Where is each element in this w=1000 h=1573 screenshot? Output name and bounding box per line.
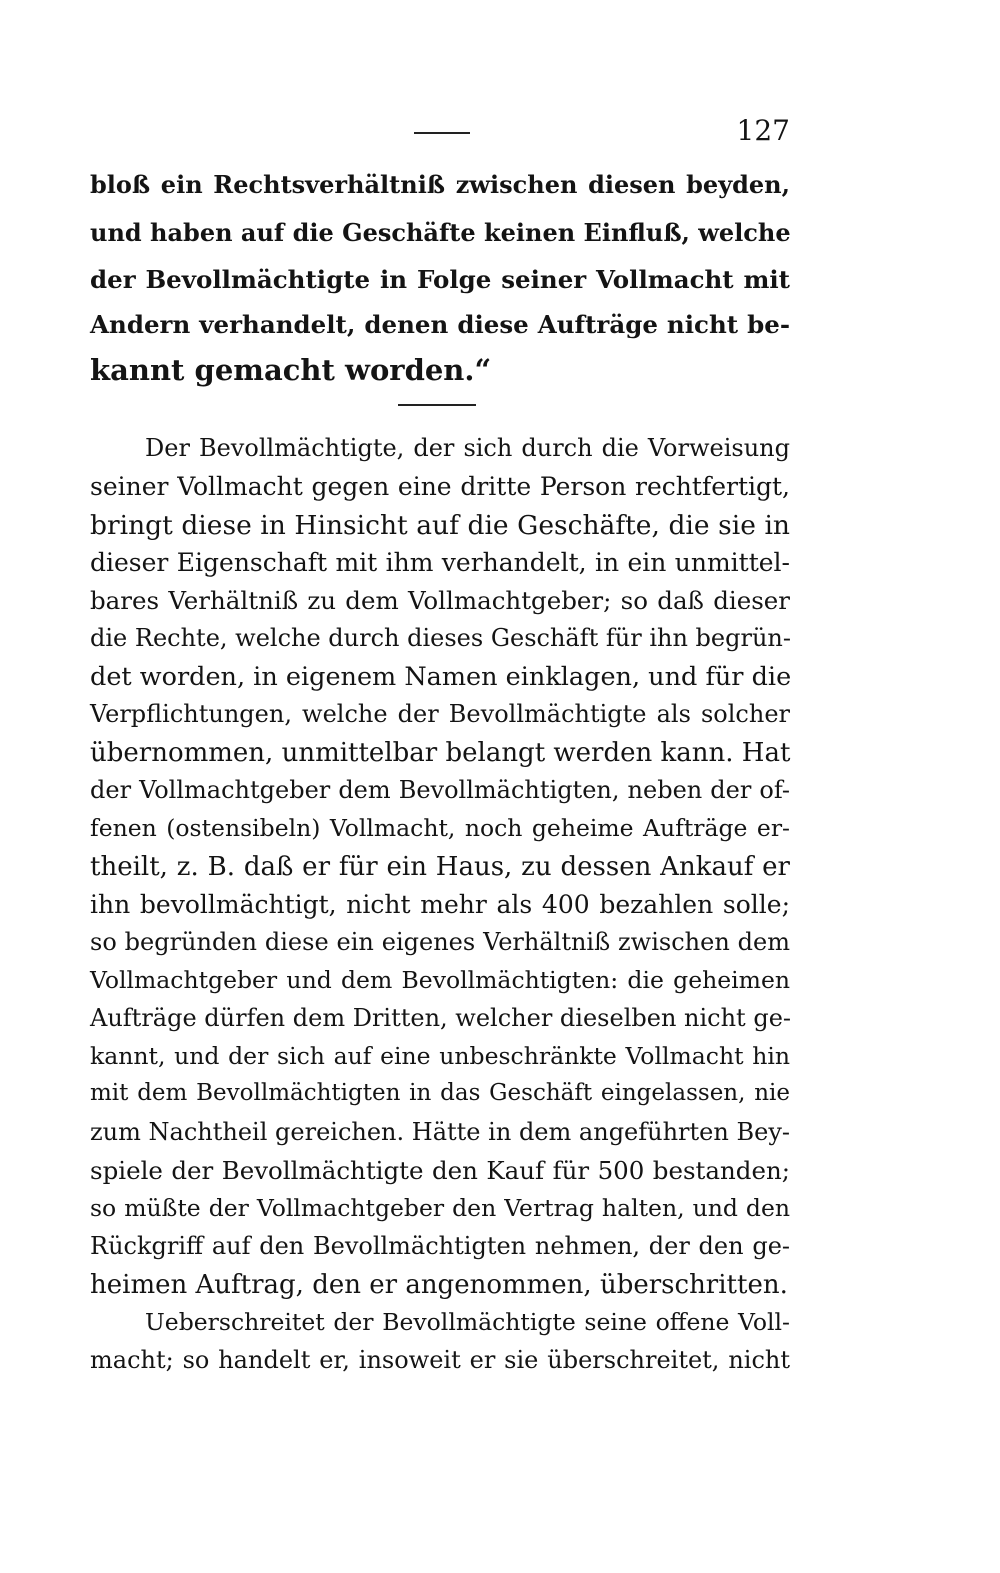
text-line: seiner Vollmacht gegen eine dritte Person rechtfertigt, <box>90 472 790 501</box>
text-line: so begründen diese ein eigenes Verhältniß zwischen dem <box>90 928 790 956</box>
text-line: kannt gemacht worden.“ <box>90 353 492 387</box>
text-line: spiele der Bevollmächtigte den Kauf für 500 bestanden; <box>90 1156 790 1185</box>
text-line: ihn bevollmächtigt, nicht mehr als 400 bezahlen solle; <box>90 890 790 919</box>
text-line: Rückgriff auf den Bevollmächtigten nehmen, der den ge- <box>90 1232 790 1260</box>
text-line: die Rechte, welche durch dieses Geschäft für ihn begrün- <box>90 624 791 652</box>
text-line: Ueberschreitet der Bevollmächtigte seine offene Voll- <box>145 1308 790 1336</box>
text-line: dieser Eigenschaft mit ihm verhandelt, in ein unmittel- <box>90 548 790 577</box>
section-separator-rule <box>398 404 476 406</box>
text-line: so müßte der Vollmachtgeber den Vertrag halten, und den <box>90 1194 790 1222</box>
text-line: bloß ein Rechtsverhältniß zwischen diesen beyden, <box>90 170 790 199</box>
text-line: Der Bevollmächtigte, der sich durch die Vorweisung <box>145 434 790 462</box>
text-line: kannt, und der sich auf eine unbeschränkte Vollmacht hin <box>90 1042 790 1070</box>
text-line: bares Verhältniß zu dem Vollmachtgeber; so daß dieser <box>90 586 790 615</box>
text-line: zum Nachtheil gereichen. Hätte in dem angeführten Bey- <box>90 1118 790 1146</box>
text-line: Andern verhandelt, denen diese Aufträge nicht be- <box>90 310 790 339</box>
header-rule <box>414 132 470 134</box>
text-line: Aufträge dürfen dem Dritten, welcher dieselben nicht ge- <box>90 1004 792 1032</box>
text-line: Verpflichtungen, welche der Bevollmächtigte als solcher <box>90 700 790 728</box>
text-line: det worden, in eigenem Namen einklagen, und für die <box>90 662 792 692</box>
text-line: der Bevollmächtigte in Folge seiner Vollmacht mit <box>90 265 790 294</box>
text-line: theilt, z. B. daß er für ein Haus, zu dessen Ankauf er <box>90 852 790 882</box>
text-line: übernommen, unmittelbar belangt werden kann. Hat <box>90 738 791 768</box>
text-line: der Vollmachtgeber dem Bevollmächtigten, neben der of- <box>90 776 790 804</box>
text-line: macht; so handelt er, insoweit er sie überschreitet, nicht <box>90 1346 790 1374</box>
text-line: und haben auf die Geschäfte keinen Einfluß, welche <box>90 218 791 247</box>
text-line: mit dem Bevollmächtigten in das Geschäft eingelassen, nie <box>90 1080 790 1106</box>
text-line: heimen Auftrag, den er angenommen, überschritten. <box>90 1270 788 1300</box>
text-line: bringt diese in Hinsicht auf die Geschäfte, die sie in <box>90 510 790 541</box>
text-line: fenen (ostensibeln) Vollmacht, noch geheime Aufträge er- <box>90 814 790 842</box>
page-number: 127 <box>736 114 790 147</box>
text-line: Vollmachtgeber und dem Bevollmächtigten: die geheimen <box>90 966 790 994</box>
